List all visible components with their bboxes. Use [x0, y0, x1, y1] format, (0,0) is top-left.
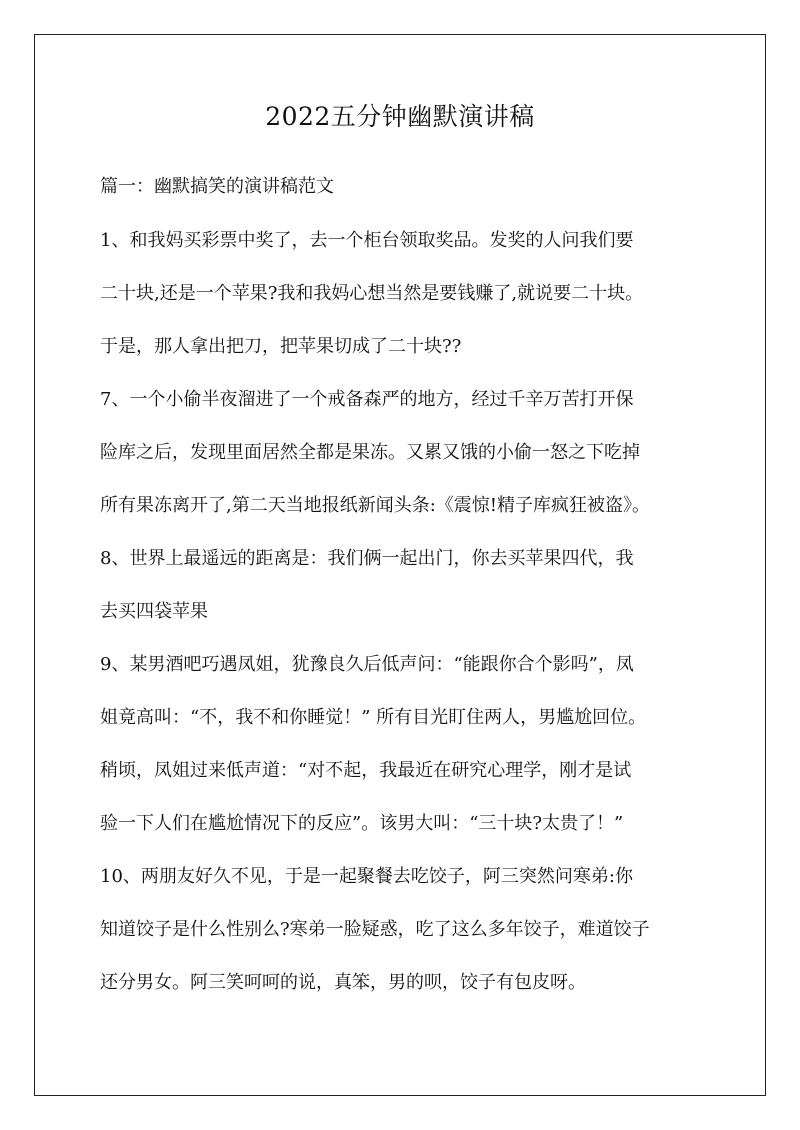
text-line: 还分男女。阿三笑呵呵的说，真笨，男的呗，饺子有包皮呀。: [100, 972, 586, 993]
text-line: 8、世界上最遥远的距离是：我们俩一起出门，你去买苹果四代，我: [100, 548, 634, 569]
text-line: 于是，那人拿出把刀，把苹果切成了二十块??: [100, 336, 462, 357]
text-line: 10、两朋友好久不见，于是一起聚餐去吃饺子，阿三突然问寒弟:你: [100, 866, 633, 887]
text-line: 9、某男酒吧巧遇凤姐，犹豫良久后低声问：“能跟你合个影吗”，凤: [100, 654, 634, 675]
text-line: 稍顷，凤姐过来低声道：“对不起，我最近在研究心理学，刚才是试: [100, 760, 632, 781]
text-line: 1、和我妈买彩票中奖了，去一个柜台领取奖品。发奖的人问我们要: [100, 230, 634, 251]
text-line: 二十块,还是一个苹果?我和我妈心想当然是要钱赚了,就说要二十块。: [100, 283, 644, 304]
text-line: 知道饺子是什么性别么?寒弟一脸疑惑，吃了这么多年饺子，难道饺子: [100, 919, 650, 940]
document-title: 2022五分钟幽默演讲稿: [265, 102, 535, 131]
text-line: 姐竟高叫：“不，我不和你睡觉！” 所有目光盯住两人，男尴尬回位。: [100, 707, 647, 728]
text-line: 验一下人们在尴尬情况下的反应”。该男大叫：“三十块?太贵了！”: [100, 813, 624, 834]
text-line: 7、一个小偷半夜溜进了一个戒备森严的地方，经过千辛万苦打开保: [100, 389, 634, 410]
text-line: 去买四袋苹果: [100, 601, 208, 622]
section-heading: 篇一：幽默搞笑的演讲稿范文: [100, 176, 334, 197]
text-line: 险库之后，发现里面居然全都是果冻。又累又饿的小偷一怒之下吃掉: [100, 442, 640, 463]
text-line: 所有果冻离开了,第二天当地报纸新闻头条:《震惊!精子库疯狂被盗》。: [100, 495, 651, 516]
